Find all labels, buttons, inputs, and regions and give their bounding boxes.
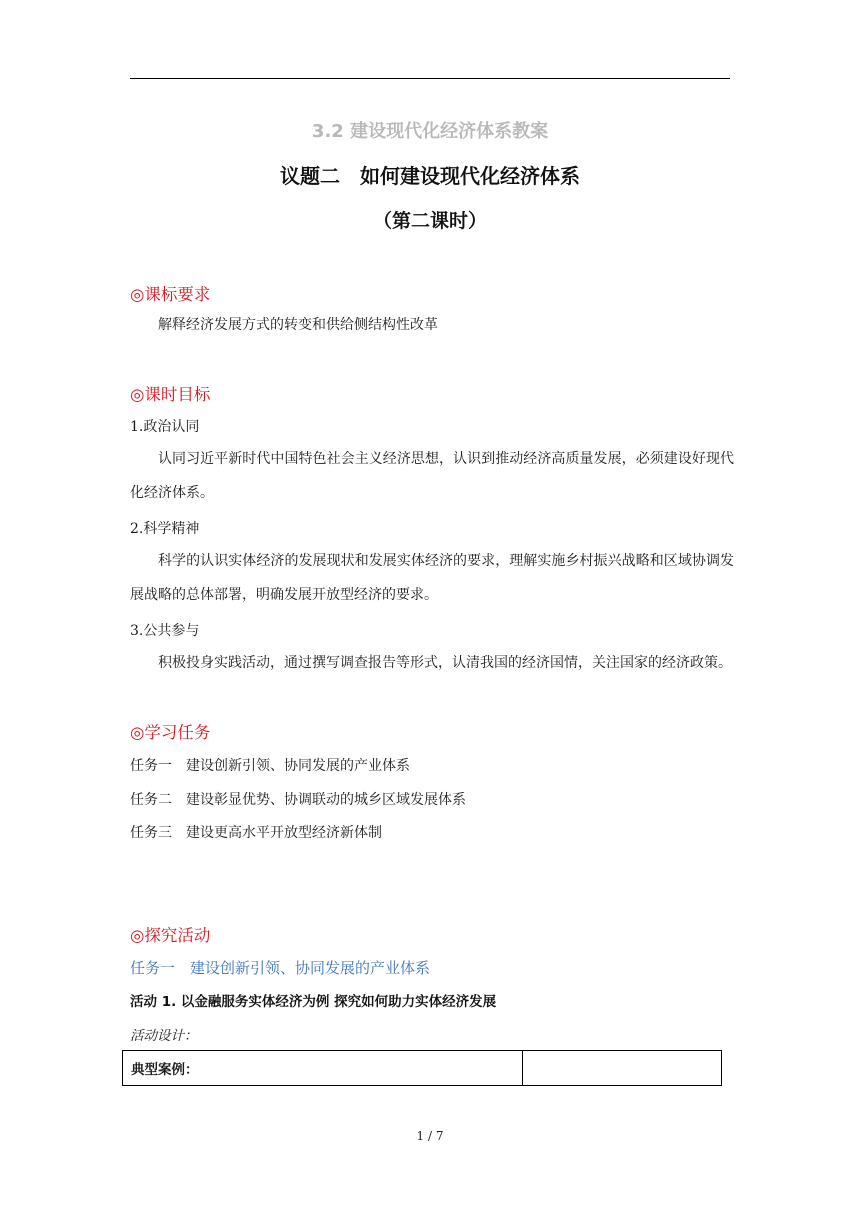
objective-title: 3.公共参与 [130,623,200,639]
objective-text: 积极投身实践活动，通过撰写调查报告等形式，认清我国的经济国情，关注国家的经济政策。 [158,655,732,671]
objective-title: 2.科学精神 [130,521,200,537]
case-label-cell: 典型案例： [123,1051,523,1086]
objective-text: 科学的认识实体经济的发展现状和发展实体经济的要求，理解实施乡村振兴战略和区域协调发展战略的总体部署，明确发展开放型经济的要求。 [130,553,734,603]
page-number: 1 / 7 [416,1129,444,1143]
task-item: 任务三 建设更高水平开放型经济新体制 [130,825,382,841]
case-value-cell [523,1051,722,1086]
task-item: 任务一 建设创新引领、协同发展的产业体系 [130,758,410,774]
topic-title: 议题二 如何建设现代化经济体系 [280,164,580,188]
section-heading-inquiry: ◎探究活动 [130,926,211,945]
curriculum-text: 解释经济发展方式的转变和供给侧结构性改革 [158,317,438,333]
header-rule [130,78,730,79]
activity-design-label: 活动设计： [130,1028,198,1044]
objective-text: 认同习近平新时代中国特色社会主义经济思想，认识到推动经济高质量发展，必须建设好现代化经济体系。 [130,451,734,501]
case-table [122,1050,722,1086]
inquiry-task-title: 任务一 建设创新引领、协同发展的产业体系 [130,959,431,977]
task-item: 任务二 建设彰显优势、协调联动的城乡区域发展体系 [130,792,466,808]
lesson-title: （第二课时） [372,210,487,232]
section-heading-tasks: ◎学习任务 [130,723,211,742]
table-row [123,1051,722,1086]
section-heading-objectives: ◎课时目标 [130,385,211,404]
section-heading-curriculum: ◎课标要求 [130,285,211,304]
document-title: 3.2 建设现代化经济体系教案 [311,121,549,142]
objective-title: 1.政治认同 [130,419,200,435]
activity-title: 活动 1. 以金融服务实体经济为例 探究如何助力实体经济发展 [130,994,497,1010]
